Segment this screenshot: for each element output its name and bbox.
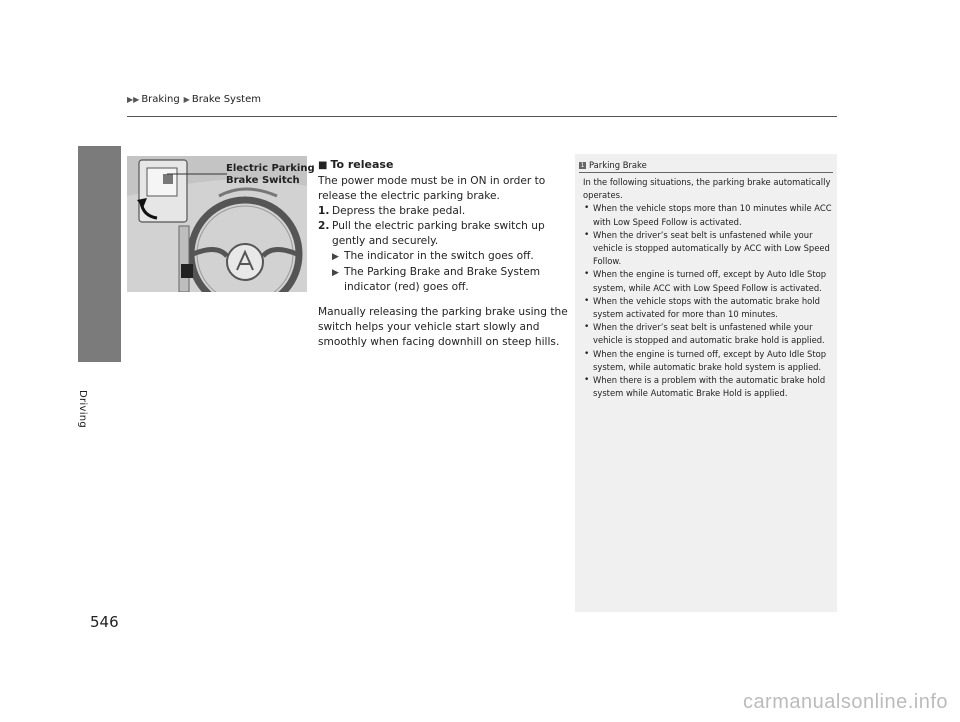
section-paragraph: Manually releasing the parking brake using the switch helps your vehicle start slowly and smoothly when facing downhill on steep hills.: [318, 306, 568, 348]
step-item: [318, 219, 568, 249]
result-arrow-icon: ▶: [332, 268, 339, 278]
chapter-label: Driving: [77, 390, 88, 429]
result-text: The indicator in the switch goes off.: [344, 250, 534, 262]
figure-callout-line2: Brake Switch: [226, 175, 300, 186]
list-item: • When the vehicle stops more than 10 minutes while ACC with Low Speed Follow is activated.: [583, 202, 835, 228]
result-item: [318, 265, 568, 295]
watermark: carmanualsonline.info: [742, 691, 948, 713]
note-title[interactable]: Parking Brake: [589, 160, 647, 170]
square-bullet-icon: ■: [318, 160, 328, 171]
list-item: • When the engine is turned off, except by Auto Idle Stop system, while ACC with Low Speed Follow is activated.: [583, 268, 835, 294]
result-text: The Parking Brake and Brake System indicator (red) goes off.: [344, 266, 541, 293]
step-item: [318, 204, 568, 219]
breadcrumb-item-brake-system[interactable]: Brake System: [191, 94, 261, 105]
note-header: [579, 158, 833, 173]
step-text: Depress the brake pedal.: [332, 205, 466, 217]
main-content: [318, 157, 568, 350]
note-body: [583, 176, 835, 400]
list-item: • When there is a problem with the automatic brake hold system while Automatic Brake Hold is applied.: [583, 374, 835, 400]
breadcrumb-arrow-icon: ▶: [183, 95, 190, 104]
breadcrumb-arrow-icon: ▶▶: [127, 95, 140, 104]
section-title: [318, 157, 568, 173]
step-number: 1.: [318, 205, 330, 217]
breadcrumb-item-braking[interactable]: Braking: [141, 94, 180, 105]
step-text: Pull the electric parking brake switch up gently and securely.: [332, 220, 545, 247]
note-intro: In the following situations, the parking brake automatically operates.: [583, 177, 831, 201]
header-divider: [127, 116, 837, 117]
breadcrumb: [127, 94, 261, 105]
list-item: • When the driver’s seat belt is unfastened while your vehicle is stopped and automatic brake hold is applied.: [583, 321, 835, 347]
list-item: • When the engine is turned off, except by Auto Idle Stop system, while automatic brake hold system is applied.: [583, 348, 835, 374]
note-list: [583, 202, 835, 400]
note-link-icon: 1: [580, 161, 585, 169]
list-item: • When the vehicle stops with the automatic brake hold system activated for more than 10 minutes.: [583, 295, 835, 321]
figure-callout-label: [226, 163, 315, 187]
chapter-tab: [78, 146, 121, 362]
list-item: • When the driver’s seat belt is unfastened while your vehicle is stopped automatically by ACC with Low Speed Follow.: [583, 229, 835, 269]
page-number: 546: [90, 613, 119, 631]
figure-callout-line1: Electric Parking: [226, 163, 315, 174]
result-item: [318, 249, 568, 265]
section-title-text: To release: [330, 158, 394, 171]
note-panel: [575, 154, 837, 612]
result-arrow-icon: ▶: [332, 252, 339, 262]
step-number: 2.: [318, 220, 330, 232]
section-intro: The power mode must be in ON in order to release the electric parking brake.: [318, 175, 546, 202]
